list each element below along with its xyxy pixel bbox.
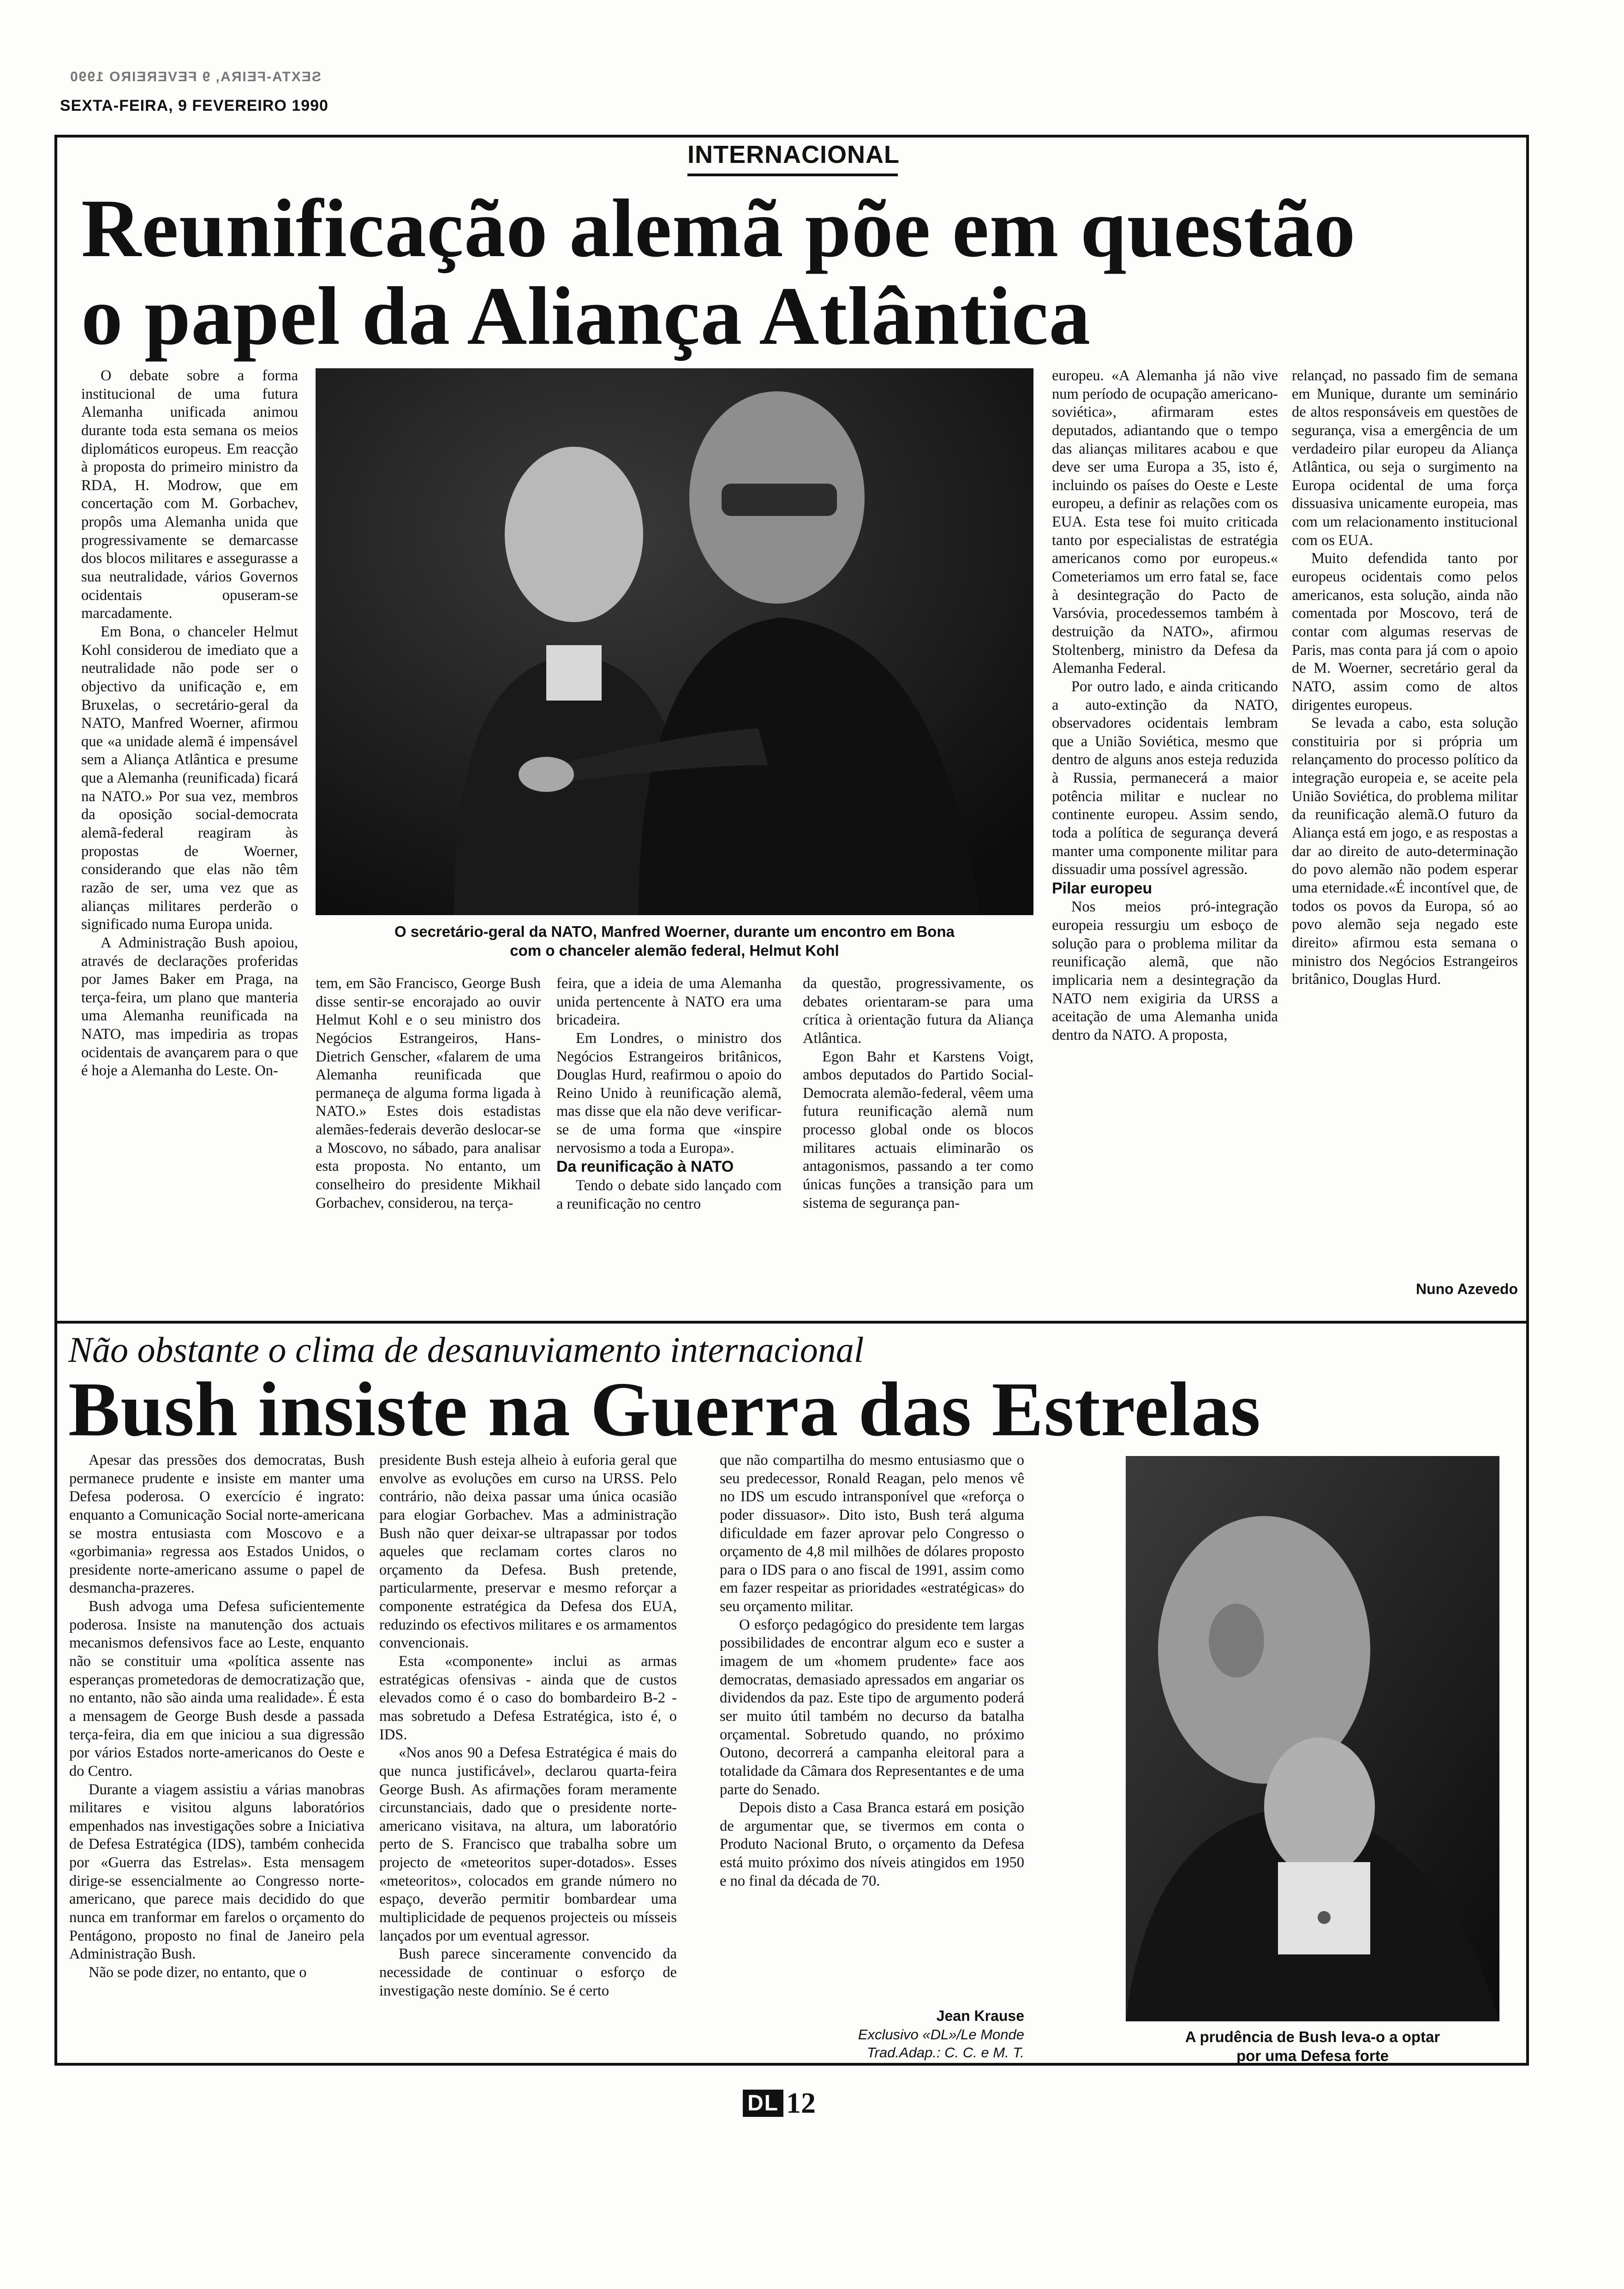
article1-column-1 xyxy=(81,367,298,1080)
article2-caption-line1: A prudência de Bush leva-o a optar xyxy=(1185,2028,1440,2045)
article2-col1-para3: Durante a viagem assistiu a várias manobras militares e visitou alguns laboratórios empenhados nas investigações sobre a Iniciativa de Defesa Estratégica (IDS), também conhecida por «Guerra das Estrelas». Esta mensagem dirige-se essencialmente ao Congresso norte-americano, que parece mais decidido do que nunca em tranformar em farelos o orçamento do Pentágono, proposto no final de Janeiro pela Administração Bush. xyxy=(69,1781,364,1963)
article1-column-5 xyxy=(1052,367,1278,1045)
article2-column-1 xyxy=(69,1451,364,1982)
article2-headline: Bush insiste na Guerra das Estrelas xyxy=(68,1366,1261,1452)
article2-col2-para2: Esta «componente» inclui as armas estratégicas ofensivas - ainda que de custos elevados como é o caso do bombardeiro B-2 - mas sobretudo a Defesa Estratégica, isto é, o IDS. xyxy=(379,1653,677,1743)
article1-col5-para3: Nos meios pró-integração europeia ressurgiu um esboço de solução para o problema militar da reunificação alemã, que não implicaria nem a desintegração da NATO nem exigiria da URSS a aceitação de uma Alemanha unida dentro da NATO. A proposta, xyxy=(1052,899,1278,1043)
article2-col1-para1: Apesar das pressões dos democratas, Bush permanece prudente e insiste em manter uma Defesa poderosa. O exercício é ingrato: enquanto a Comunicação Social norte-americana se mostra entusiasta com Moscovo e a «gorbimania» regressa aos Estados Unidos, o presidente norte-americano assume o papel de desmancha-prazeres. xyxy=(69,1452,364,1597)
article2-col2-para3: «Nos anos 90 a Defesa Estratégica é mais do que nunca justificável», declarou quarta-feira George Bush. As afirmações foram meramente circunstanciais, dado que o presidente norte-americano visitava, na altura, um laboratório perto de S. Francisco que trabalha sobre um projecto de «meteoritos super-dotados». Esses «meteoritos», colocados em grande número no espaço, deverão permitir bombardear uma multiplicidade de pequenos projecteis ou mísseis lançados por um eventual agressor. xyxy=(379,1744,677,1944)
article2-col2-para4: Bush parece sinceramente convencido da necessidade de continuar o esforço de investigação neste domínio. Se é certo xyxy=(379,1946,677,1999)
article1-col6-para3: Se levada a cabo, esta solução constituiria por si própria um relançamento do processo político da integração europeia e, se aceite pela União Soviética, do problema militar da reunificação alemã.O futuro da Aliança está em jogo, e as respostas a dar ao direito de auto-determinação do povo alemão não podem esperar uma eternidade.«É incontível que, de todos os povos da Europa, só ao povo alemão seja negado este direito» afirmou esta semana o ministro dos Negócios Estrangeiros britânico, Douglas Hurd. xyxy=(1292,715,1518,988)
article2-col3-para2: O esforço pedagógico do presidente tem largas possibilidades de encontrar algum eco e suster a imagem de um «homem prudente» face aos democratas, demasiado apressados em angariar os dividendos da paz. Este tipo de argumento poderá ser muito útil também no decurso da batalha orçamental. Sobretudo quando, no próximo Outono, decorrerá a campanha eleitoral para a totalidade da Câmara dos Representantes e de uma parte do Senado. xyxy=(720,1616,1024,1798)
article2-col3-para3: Depois disto a Casa Branca estará em posição de argumentar que, se tivermos em conta o Produto Nacional Bruto, o orçamento da Defesa está muito próximo dos níveis atingidos em 1950 e no final da década de 70. xyxy=(720,1799,1024,1889)
page-footer xyxy=(743,2086,816,2120)
article2-col1-para2: Bush advoga uma Defesa suficientemente poderosa. Insiste na manutenção dos actuais mecanismos defensivos face ao Leste, enquanto não se constituir uma «política assente nas esperanças prometedoras de democratização que, no entanto, não são ainda uma realidade». É esta a mensagem de George Bush desde a passada terça-feira, dia em que iniciou a sua digressão por vários Estados norte-americanos do Oeste e do Centro. xyxy=(69,1598,364,1780)
publication-logo: DL xyxy=(743,2090,783,2117)
mirrored-show-through-text: SEXTA-FEIRA, 9 FEVEREIRO 1990 xyxy=(69,69,321,84)
article2-credit xyxy=(720,2026,1024,2062)
article1-photo xyxy=(316,368,1033,915)
article2-photo xyxy=(1126,1456,1499,2021)
article2-caption xyxy=(1126,2027,1499,2066)
article1-caption xyxy=(316,922,1033,960)
article1-col1-para1: O debate sobre a forma institucional de uma futura Alemanha unificada animou durante toda esta semana os meios diplomáticos europeus. Em reacção à proposta do primeiro ministro da RDA, H. Modrow, que em concertação com M. Gorbachev, propôs uma Alemanha unida que progressivamente se demarcasse dos blocos militares e assegurasse a sua neutralidade, vários Governos ocidentais opuseram-se marcadamente. xyxy=(81,367,298,622)
article1-col6-para1: relançad, no passado fim de semana em Munique, durante um seminário de altos responsáveis em questões de segurança, visa a emergência de um verdadeiro pilar europeu da Aliança Atlântica, ou seja o surgimento na Europa ocidental de uma força dissuasiva unicamente europeia, mas com um relacionamento institucional com os EUA. xyxy=(1292,367,1518,549)
article1-col3-subhead: Da reunificação à NATO xyxy=(556,1158,734,1176)
article2-col1-para4: Não se pode dizer, no entanto, que o xyxy=(89,1964,307,1981)
article1-col4-para2: Egon Bahr et Karstens Voigt, ambos deputados do Partido Social-Democrata alemão-federal, vêem uma futura reunificação alemã num processo global onde os blocos militares actuais eliminarão os antagonismos, passando a ter como únicas funções a transição para um sistema de segurança pan- xyxy=(803,1048,1033,1211)
article1-col1-para3: A Administração Bush apoiou, através de declarações proferidas por James Baker em Praga, na terça-feira, um plano que manteria uma Alemanha reunificada na NATO, mas impediria as tropas ocidentais de avançarem para o que é hoje a Alemanha do Leste. On- xyxy=(81,934,298,1079)
article2-kicker: Não obstante o clima de desanuviamento internacional xyxy=(68,1330,864,1370)
article1-col5-para1: europeu. «A Alemanha já não vive num período de ocupação americano-soviética», afirmaram estes deputados, adiantando que o tempo das alianças militares acabou e que deve ser uma Europa a 35, isto é, incluindo os países do Oeste e Leste europeu, a definir as relações com os EUA. Esta tese foi muito criticada tanto por especialistas de estratégia americanos como por europeus.« Cometeriamos um erro fatal se, face à desintegração do Pacto de Varsóvia, procedessemos também à destruição da NATO», afirmou Stoltenberg, ministro da Defesa da Alemanha Federal. xyxy=(1052,367,1278,677)
article1-col3-para2: Em Londres, o ministro dos Negócios Estrangeiros britânicos, Douglas Hurd, reafirmou o apoio do Reino Unido à reunificação alemã, mas disse que ela não deve verificar-se de uma forma que «inspire nervosismo a toda a Europa». xyxy=(556,1030,782,1156)
article2-column-3 xyxy=(720,1451,1024,1890)
article1-byline: Nuno Azevedo xyxy=(1415,1281,1518,1297)
article2-col3-para1: que não compartilha do mesmo entusiasmo que o seu predecessor, Ronald Reagan, pelo menos vê no IDS um escudo intransponível que «reforça o poder dissuasor». Dito isto, Bush terá alguma dificuldade em fazer aprovar pelo Congresso o orçamento de 4,8 mil milhões de dólares proposto para o IDS para o ano fiscal de 1991, assim como em fazer respeitar as prioridades «estratégicas» do seu orçamento militar. xyxy=(720,1452,1024,1615)
woerner-kohl-photo xyxy=(316,368,1033,915)
section-tag: INTERNACIONAL xyxy=(687,141,900,168)
article1-col4-para1: da questão, progressivamente, os debates orientaram-se para uma crítica à orientação futura da Aliança Atlântica. xyxy=(803,975,1033,1047)
article1-headline-line2: o papel da Aliança Atlântica xyxy=(81,270,1091,362)
article1-headline-line1: Reunificação alemã põe em questão xyxy=(81,182,1356,274)
article1-col3-para1: feira, que a ideia de uma Alemanha unida pertencente à NATO era uma bricadeira. xyxy=(556,975,782,1029)
article1-col1-para2: Em Bona, o chanceler Helmut Kohl considerou de imediato que a neutralidade não pode ser o objectivo da unificação e, em Bruxelas, o secretário-geral da NATO, Manfred Woerner, afirmou que «a unidade alemã é impensável sem a Aliança Atlântica e presume que a Alemanha (reunificada) ficará na NATO.» Por sua vez, membros da oposição social-democrata alemã-federal reagiram às propostas de Woerner, considerando que elas não têm razão de ser, uma vez que as alianças militares perderão o significado numa Europa unida. xyxy=(81,623,298,933)
article2-credit-line2: Trad.Adap.: C. C. e M. T. xyxy=(866,2044,1024,2061)
article1-column-2 xyxy=(316,975,541,1212)
section-tag-box xyxy=(687,138,898,176)
article2-byline: Jean Krause xyxy=(936,2007,1024,2024)
bush-portrait-photo xyxy=(1126,1456,1499,2021)
article2-col2-para1: presidente Bush esteja alheio à euforia geral que envolve as evoluções em curso na URSS. Pelo contrário, não deixa passar uma única ocasião para elogiar Gorbachev. Mas a administração Bush não quer deixar-se ultrapassar por todos aqueles que reclamam cortes claros no orçamento da Defesa. Bush pretende, particularmente, preservar e mesmo reforçar a componente estratégica da Defesa dos EUA, reduzindo os efectivos militares e os armamentos convencionais. xyxy=(379,1452,677,1652)
article1-column-4 xyxy=(803,975,1033,1212)
article1-caption-line2: com o chanceler alemão federal, Helmut Kohl xyxy=(510,942,839,959)
article1-col3-para3: Tendo o debate sido lançado com a reunificação no centro xyxy=(556,1177,782,1212)
article1-col6-para2: Muito defendida tanto por europeus ocidentais como pelos americanos, esta solução, ainda não comentada por Moscovo, terá de contar com algumas reservas de Paris, mas conta para já com o apoio de M. Woerner, secretário geral da NATO, assim como de altos dirigentes europeus. xyxy=(1292,550,1518,713)
dateline: SEXTA-FEIRA, 9 FEVEREIRO 1990 xyxy=(60,97,328,114)
article1-col2-para1: tem, em São Francisco, George Bush disse sentir-se encorajado ao ouvir Helmut Kohl e o seu ministro dos Negócios Estrangeiros, Hans-Dietrich Genscher, «falarem de uma Alemanha reunificada que permaneça de alguma forma ligada à NATO.» Estes dois estadistas alemães-federais deverão deslocar-se a Moscovo, no sábado, para analisar esta proposta. No entanto, um conselheiro do presidente Mikhail Gorbachev, considerou, na terça- xyxy=(316,975,541,1211)
article1-caption-line1: O secretário-geral da NATO, Manfred Woerner, durante um encontro em Bona xyxy=(394,923,955,940)
page-number: 12 xyxy=(786,2086,816,2119)
article1-col5-para2: Por outro lado, e ainda criticando a auto-extinção da NATO, observadores ocidentais lembram que a União Soviética, mesmo que dentro de alguns anos esteja reduzida à Russia, permanecerá a maior potência militar e nuclear no continente europeu. Assim sendo, toda a política de segurança deverá manter uma componente militar para dissuadir uma possível agressão. xyxy=(1052,678,1278,878)
article1-headline xyxy=(81,182,1511,362)
article-divider xyxy=(54,1321,1526,1324)
article2-credit-line1: Exclusivo «DL»/Le Monde xyxy=(858,2026,1024,2043)
article1-column-3 xyxy=(556,975,782,1213)
article2-caption-line2: por uma Defesa forte xyxy=(1236,2047,1389,2065)
article2-column-2 xyxy=(379,1451,677,2000)
article1-col5-subhead: Pilar europeu xyxy=(1052,879,1152,897)
article1-column-6 xyxy=(1292,367,1518,989)
